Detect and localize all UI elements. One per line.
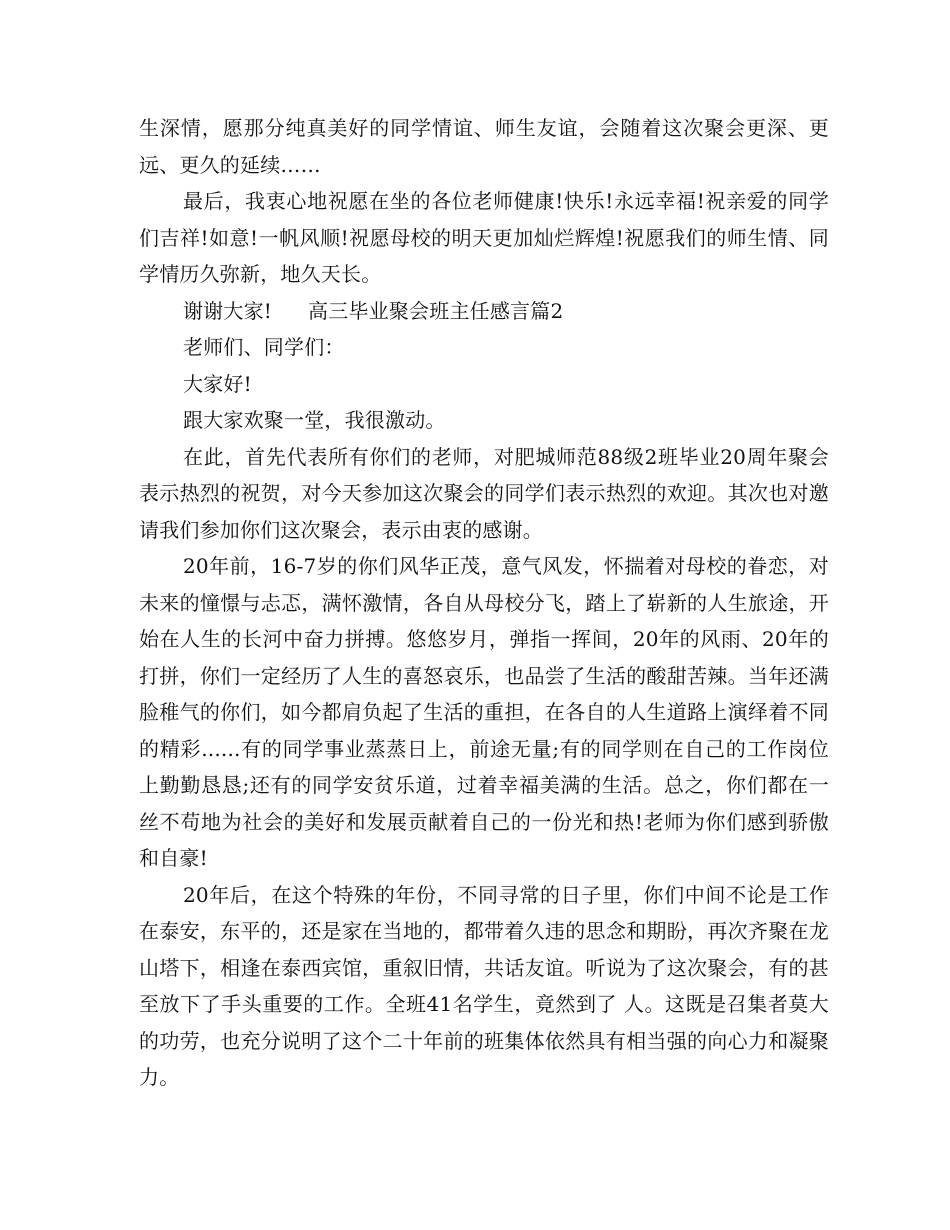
document-body bbox=[139, 110, 829, 1096]
paragraph-1: 生深情，愿那分纯真美好的同学情谊、师生友谊，会随着这次聚会更深、更远、更久的延续…… bbox=[139, 116, 829, 177]
paragraph-8: 20年前，16-7岁的你们风华正茂，意气风发，怀揣着对母校的眷恋，对未来的憧憬与忐忑，满怀激情，各自从母校分飞，踏上了崭新的人生旅途，开始在人生的长河中奋力拼搏。悠悠岁月，弹指一挥间，20年的风雨、20年的打拼，你们一定经历了人生的喜怒哀乐，也品尝了生活的酸甜苦辣。当年还满脸稚气的你们，如今都肩负起了生活的重担，在各自的人生道路上演绎着不同的精彩......有的同学事业蒸蒸日上，前途无量;有的同学则在自己的工作岗位上勤勤恳恳;还有的同学安贫乐道，过着幸福美满的生活。总之，你们都在一丝不苟地为社会的美好和发展贡献着自己的一份光和热!老师为你们感到骄傲和自豪! bbox=[139, 554, 829, 870]
thanks-text: 谢谢大家! bbox=[183, 298, 273, 323]
paragraph-9: 20年后，在这个特殊的年份，不同寻常的日子里，你们中间不论是工作在泰安，东平的，还是家在当地的，都带着久违的思念和期盼，再次齐聚在龙山塔下，相逢在泰西宾馆，重叙旧情，共话友谊。听说为了这次聚会，有的甚至放下了手头重要的工作。全班41名学生，竟然到了 人。这既是召集者莫大的功劳，也充分说明了这个二十年前的班集体依然具有相当强的向心力和凝聚力。 bbox=[139, 882, 829, 1089]
paragraph-7: 在此，首先代表所有你们的老师，对肥城师范88级2班毕业20周年聚会表示热烈的祝贺，对今天参加这次聚会的同学们表示热烈的欢迎。其次也对邀请我们参加你们这次聚会，表示由衷的感谢。 bbox=[139, 444, 829, 542]
paragraph-3 bbox=[139, 293, 829, 330]
paragraph-4: 老师们、同学们： bbox=[183, 335, 345, 359]
paragraph-6: 跟大家欢聚一堂，我很激动。 bbox=[183, 408, 446, 432]
section-heading: 高三毕业聚会班主任感言篇2 bbox=[308, 298, 564, 323]
paragraph-2: 最后，我衷心地祝愿在坐的各位老师健康!快乐!永远幸福!祝亲爱的同学们吉祥!如意!一帆风顺!祝愿母校的明天更加灿烂辉煌!祝愿我们的师生情、同学情历久弥新，地久天长。 bbox=[139, 189, 829, 286]
paragraph-5: 大家好! bbox=[183, 371, 252, 396]
